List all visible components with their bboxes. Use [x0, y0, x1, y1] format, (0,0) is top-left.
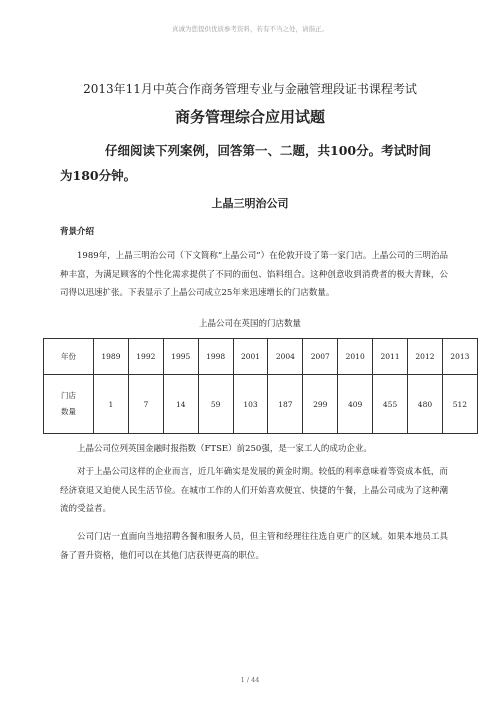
table-caption: 上晶公司在英国的门店数量 [198, 319, 301, 329]
count-cell: 480 [408, 375, 443, 434]
count-header-line-2: 数量 [61, 407, 76, 416]
year-cell: 2013 [442, 339, 477, 375]
year-cell: 2011 [373, 339, 408, 375]
background-paragraph-3: 对于上晶公司这样的企业而言，近几年确实是发展的黄金时期。较低的利率意味着等资成本低，而经济衰退又迫使人民生活节俭。在城市工作的人们开始喜欢便宜、快捷的午餐，上晶公司成为了这种潮流的受益者。 [60, 467, 448, 515]
count-cell: 103 [233, 375, 268, 434]
year-cell: 2004 [268, 339, 303, 375]
year-cell: 2012 [408, 339, 443, 375]
year-cell: 2001 [233, 339, 268, 375]
count-cell: 512 [442, 375, 477, 434]
background-paragraph-1: 1989年，上晶三明治公司（下文简称“上晶公司”）在伦敦开设了第一家门店。上晶公司的三明治品种丰富，为满足顾客的个性化需求提供了不同的面包、馅料组合。这种创意收到消费者的极大青睐，公司得以迅速扩张。下表显示了上晶公司成立25年来迅速增长的门店数量。 [60, 251, 448, 299]
exam-title: 2013年11月中英合作商务管理专业与金融管理段证书课程考试 [83, 82, 417, 96]
year-cell: 1992 [128, 339, 163, 375]
count-cell: 455 [373, 375, 408, 434]
year-header-cell: 年份 [44, 339, 94, 375]
watermark: 真诚为您提供优质参考资料，若有不当之处，请指正。 [172, 25, 328, 33]
count-cell: 299 [303, 375, 338, 434]
count-cell: 7 [128, 375, 163, 434]
count-cell: 409 [338, 375, 373, 434]
page-number: 1 / 44 [240, 676, 260, 684]
year-cell: 1989 [94, 339, 129, 375]
instructions: 仔细阅读下列案例，回答第一、二题，共100分。考试时间为180分钟。 [60, 143, 432, 183]
year-cell: 2007 [303, 339, 338, 375]
year-cell: 2010 [338, 339, 373, 375]
year-cell: 1995 [163, 339, 198, 375]
table-row-counts [44, 375, 478, 434]
table-row-years [44, 339, 478, 375]
count-cell: 187 [268, 375, 303, 434]
year-cell: 1998 [198, 339, 233, 375]
count-header-line-1: 门店 [61, 391, 76, 400]
store-count-table [43, 338, 478, 434]
count-cell: 1 [94, 375, 129, 434]
case-title: 上晶三明治公司 [211, 197, 289, 210]
section-heading: 背景介绍 [60, 227, 95, 237]
count-cell: 59 [198, 375, 233, 434]
count-cell: 14 [163, 375, 198, 434]
background-paragraph-4: 公司门店一直面向当地招聘各餐和服务人员，但主管和经理往往选自更广的区域。如果本地员工具备了晋升资格，他们可以在其他门店获得更高的职位。 [60, 532, 448, 561]
count-header-cell [44, 375, 94, 434]
background-paragraph-2: 上晶公司位列英国金融时报指数（FTSE）前250强，是一家工人的成功企业。 [77, 444, 372, 454]
subject-title: 商务管理综合应用试题 [174, 108, 325, 126]
